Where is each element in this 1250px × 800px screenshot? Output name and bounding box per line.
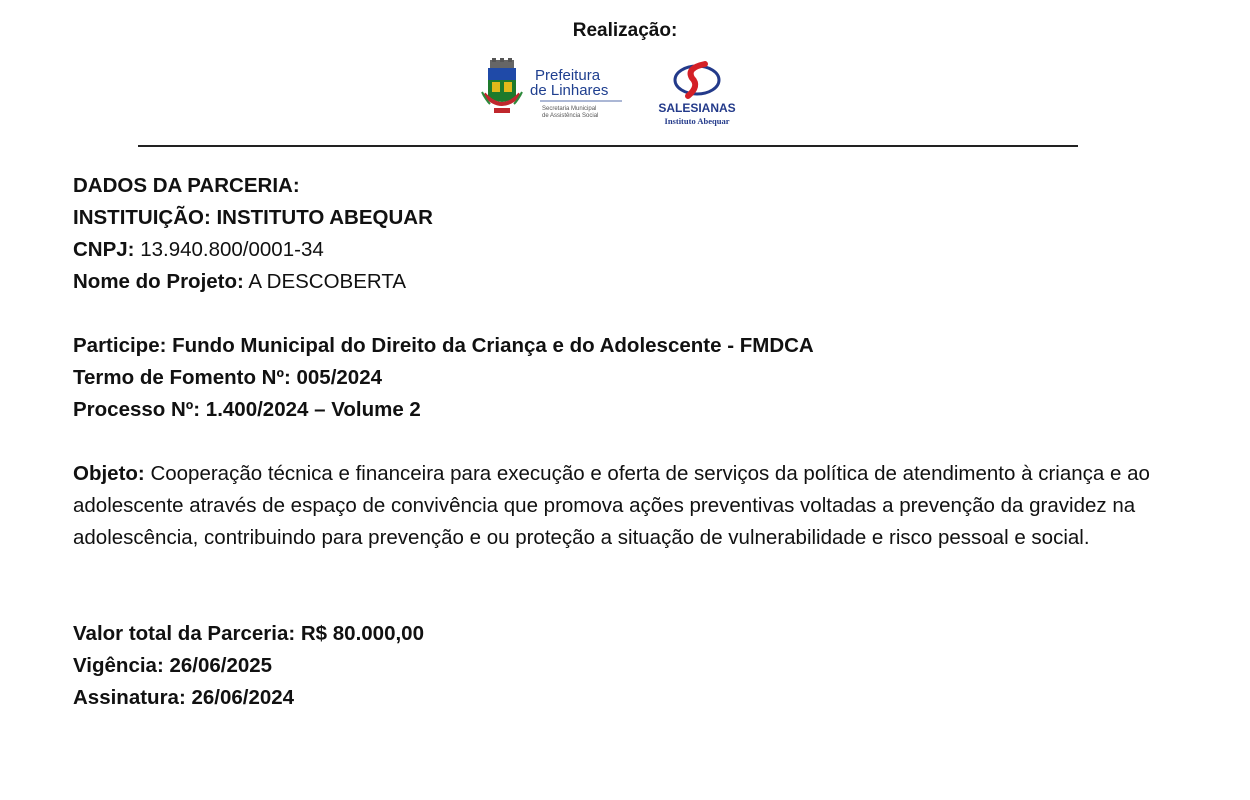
objeto-label: Objeto: [73,462,145,485]
termo-line: Termo de Fomento Nº: 005/2024 [73,366,383,389]
salesianas-name: SALESIANAS [658,101,736,115]
salesianas-emblem-icon [675,64,719,96]
objeto-paragraph [73,458,1183,554]
valor-line: Valor total da Parceria: R$ 80.000,00 [73,622,424,645]
projeto-label: Nome do Projeto: [73,270,244,293]
vigencia-line: Vigência: 26/06/2025 [73,654,273,677]
sponsor-logos [480,58,750,130]
coat-of-arms-icon [482,58,522,113]
participe-line: Participe: Fundo Municipal do Direito da Criança e do Adolescente - FMDCA [73,334,814,357]
partnership-details [73,170,1183,714]
linhares-sub2: de Assistência Social [542,113,599,119]
objeto-value: Cooperação técnica e financeira para execução e oferta de serviços da política de atendimento à criança e ao adolescente através de espaço de convivência que promova ações preventivas voltadas a prevenção da gravidez na adolescência, contribuindo para prevenção e ou proteção a situação de vulnerabilidade e risco pessoal e social. [73,462,1150,549]
cnpj-label: CNPJ: [73,238,135,261]
linhares-sub1: Secretaria Municipal [542,106,597,112]
salesianas-sub: Instituto Abequar [664,116,730,126]
realizacao-heading: Realização: [572,20,678,41]
projeto-value: A DESCOBERTA [243,270,407,293]
cnpj-line [73,234,1183,266]
salesianas-logo [650,60,745,128]
projeto-line [73,266,1183,298]
cnpj-value: 13.940.800/0001-34 [134,238,324,261]
linhares-line2: de Linhares [530,82,609,99]
section-heading: DADOS DA PARCERIA: [73,174,300,197]
processo-line: Processo Nº: 1.400/2024 – Volume 2 [73,398,421,421]
prefeitura-linhares-logo [480,58,630,128]
header-divider [138,145,1078,147]
assinatura-line: Assinatura: 26/06/2024 [73,686,295,709]
instituicao-line: INSTITUIÇÃO: INSTITUTO ABEQUAR [73,206,433,229]
linhares-line1: Prefeitura [535,67,601,84]
